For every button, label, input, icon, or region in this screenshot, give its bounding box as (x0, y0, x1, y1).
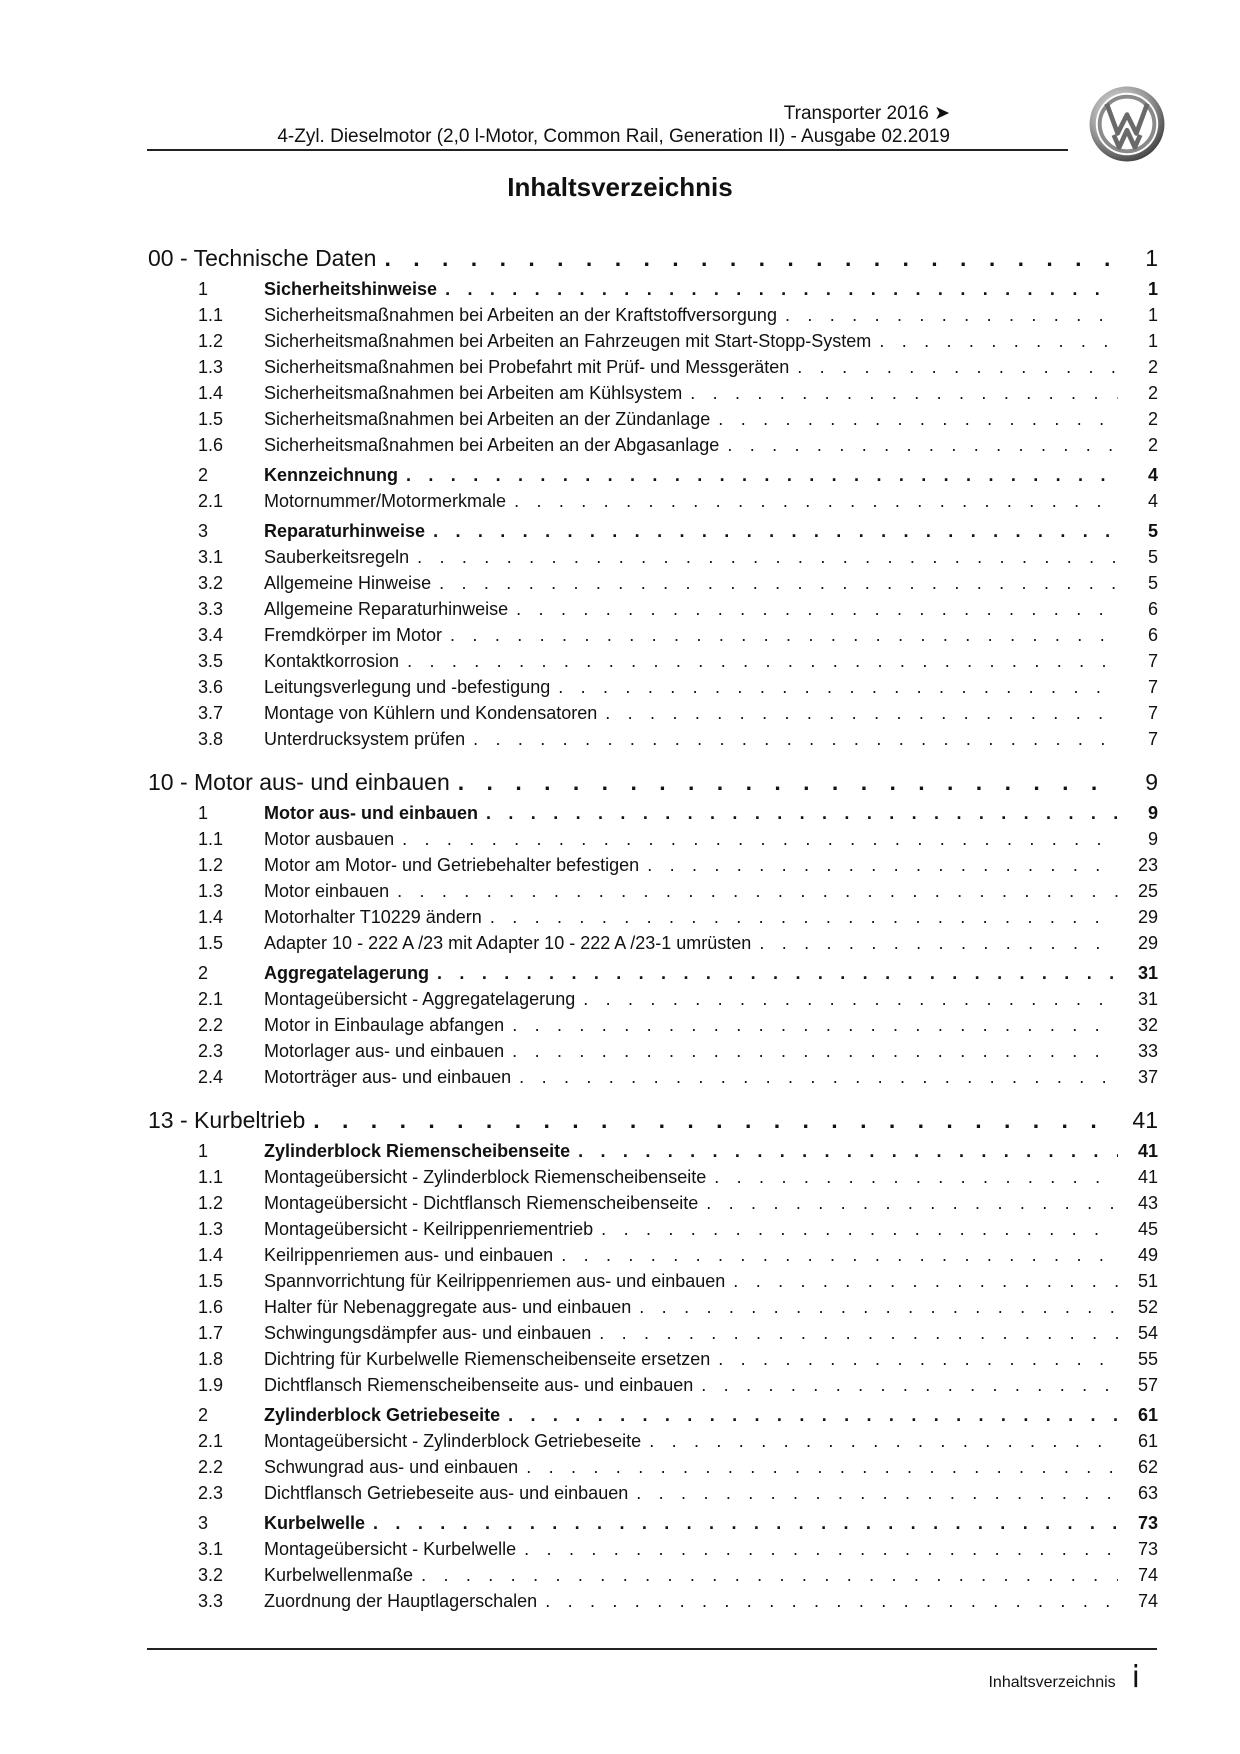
toc-number: 1.4 (198, 907, 224, 927)
toc-number: 2.2 (198, 1015, 224, 1035)
dot-leader (714, 1164, 1118, 1190)
toc-number: 1.7 (198, 1323, 224, 1343)
toc-number: 2.4 (198, 1067, 224, 1087)
toc-page-number: 7 (1147, 729, 1158, 749)
toc-page-number: 57 (1137, 1375, 1158, 1395)
toc-label: Sauberkeitsregeln (264, 547, 410, 567)
toc-page-number: 41 (1137, 1141, 1158, 1161)
toc-number: 3.2 (198, 573, 224, 593)
toc-entry[interactable] (148, 1164, 1158, 1190)
dot-leader (433, 518, 1118, 544)
dot-leader (785, 302, 1118, 328)
toc-entry[interactable] (148, 878, 1158, 904)
footer-label: Inhaltsverzeichnis (988, 1674, 1116, 1691)
toc-page-number: 73 (1137, 1539, 1158, 1559)
toc-label: Adapter 10 - 222 A /23 mit Adapter 10 - 222 A /23-1 umrüsten (264, 933, 752, 953)
toc-page-number: 29 (1137, 933, 1158, 953)
toc-label: Sicherheitsmaßnahmen bei Arbeiten am Kühlsystem (264, 383, 683, 403)
dot-leader (512, 1012, 1118, 1038)
toc-label: Motor einbauen (264, 881, 390, 901)
toc-entry[interactable] (148, 986, 1158, 1012)
dot-leader (402, 826, 1118, 852)
toc-entry[interactable] (148, 1064, 1158, 1090)
toc-page-number: 31 (1137, 963, 1158, 983)
toc-entry[interactable] (148, 852, 1158, 878)
toc-entry[interactable] (148, 596, 1158, 622)
toc-number: 1.4 (198, 383, 224, 403)
toc-label: Sicherheitsmaßnahmen bei Probefahrt mit Prüf- und Messgeräten (264, 357, 790, 377)
dot-leader (561, 1242, 1118, 1268)
dot-leader (647, 852, 1118, 878)
toc-label: Montage von Kühlern und Kondensatoren (264, 703, 598, 723)
toc-label: Motor ausbauen (264, 829, 395, 849)
dot-leader (407, 648, 1118, 674)
toc-page-number: 9 (1147, 829, 1158, 849)
toc-page-number: 25 (1137, 881, 1158, 901)
toc-page-number: 1 (1147, 331, 1158, 351)
dot-leader (759, 930, 1118, 956)
toc-page-number: 7 (1147, 651, 1158, 671)
dot-leader (458, 764, 1110, 800)
toc-label: Montageübersicht - Zylinderblock Getriebeseite (264, 1431, 642, 1451)
dot-leader (605, 700, 1118, 726)
toc-page-number: 52 (1137, 1297, 1158, 1317)
toc-number: 3.8 (198, 729, 224, 749)
toc-page-number: 41 (1137, 1167, 1158, 1187)
toc-entry[interactable] (148, 1588, 1158, 1614)
toc-page-number: 7 (1147, 703, 1158, 723)
toc-label: Motor aus- und einbauen (264, 803, 478, 823)
toc-number: 1.6 (198, 435, 224, 455)
toc-label: Montageübersicht - Keilrippenriementrieb (264, 1219, 594, 1239)
toc-page-number: 2 (1147, 383, 1158, 403)
toc-number: 3.5 (198, 651, 224, 671)
header-vehicle: Transporter 2016 ➤ (783, 103, 950, 124)
toc-entry[interactable] (148, 328, 1158, 354)
toc-number: 3.3 (198, 1591, 224, 1611)
toc-page-number: 73 (1137, 1513, 1158, 1533)
toc-label: Motorhalter T10229 ändern (264, 907, 482, 927)
toc-label: Dichtring für Kurbelwelle Riemenscheibenseite ersetzen (264, 1349, 711, 1369)
toc-label: Aggregatelagerung (264, 963, 430, 983)
toc-label: Unterdrucksystem prüfen (264, 729, 466, 749)
toc-entry[interactable] (148, 302, 1158, 328)
toc-section[interactable] (148, 1510, 1158, 1536)
toc-label: Leitungsverlegung und -befestigung (264, 677, 551, 697)
dot-leader (516, 596, 1118, 622)
toc-page-number: 4 (1147, 465, 1158, 485)
toc-page-number: 7 (1147, 677, 1158, 697)
toc-label: Fremdkörper im Motor (264, 625, 443, 645)
toc-number: 1.4 (198, 1245, 224, 1265)
toc-entry[interactable] (148, 1242, 1158, 1268)
dot-leader (512, 1038, 1118, 1064)
dot-leader (508, 1402, 1118, 1428)
toc-number: 2.3 (198, 1041, 224, 1061)
toc-section[interactable] (148, 518, 1158, 544)
toc-page-number: 9 (1145, 769, 1158, 795)
toc-entry[interactable] (148, 1190, 1158, 1216)
toc-page-number: 74 (1137, 1591, 1158, 1611)
toc-number: 1.5 (198, 1271, 224, 1291)
dot-leader (439, 570, 1118, 596)
toc-chapter[interactable] (148, 1102, 1158, 1138)
dot-leader (701, 1372, 1118, 1398)
toc-entry[interactable] (148, 1346, 1158, 1372)
toc-label: Allgemeine Hinweise (264, 573, 432, 593)
toc-page-number: 5 (1147, 573, 1158, 593)
toc-entry[interactable] (148, 1562, 1158, 1588)
page-footer (988, 1660, 1140, 1695)
toc-entry[interactable] (148, 1012, 1158, 1038)
header-divider (147, 149, 1068, 151)
toc-page-number: 1 (1145, 245, 1158, 271)
toc-number: 3.2 (198, 1565, 224, 1585)
toc-page-number: 5 (1147, 547, 1158, 567)
toc-page-number: 63 (1137, 1483, 1158, 1503)
dot-leader (519, 1064, 1118, 1090)
toc-number: 1 (198, 279, 209, 299)
dot-leader (718, 406, 1118, 432)
dot-leader (727, 432, 1118, 458)
toc-entry[interactable] (148, 1454, 1158, 1480)
toc-page-number: 32 (1137, 1015, 1158, 1035)
toc-label: Montageübersicht - Aggregatelagerung (264, 989, 576, 1009)
toc-label: Halter für Nebenaggregate aus- und einbauen (264, 1297, 632, 1317)
toc-label: 10 - Motor aus- und einbauen (148, 769, 450, 795)
toc-label: Motornummer/Motormerkmale (264, 491, 507, 511)
toc-section[interactable] (148, 276, 1158, 302)
toc-number: 3.1 (198, 1539, 224, 1559)
toc-number: 1.2 (198, 1193, 224, 1213)
dot-leader (558, 674, 1118, 700)
toc-page-number: 1 (1147, 279, 1158, 299)
toc-page-number: 62 (1137, 1457, 1158, 1477)
toc-label: Montageübersicht - Dichtflansch Riemenscheibenseite (264, 1193, 699, 1213)
toc-entry[interactable] (148, 622, 1158, 648)
toc-entry[interactable] (148, 488, 1158, 514)
toc-label: Dichtflansch Riemenscheibenseite aus- und einbauen (264, 1375, 694, 1395)
toc-label: Montageübersicht - Kurbelwelle (264, 1539, 517, 1559)
toc-label: Reparaturhinweise (264, 521, 426, 541)
toc-entry[interactable] (148, 406, 1158, 432)
toc-section[interactable] (148, 1402, 1158, 1428)
footer-page-number: i (1131, 1660, 1140, 1695)
toc-entry[interactable] (148, 674, 1158, 700)
toc-number: 3.6 (198, 677, 224, 697)
toc-page-number: 43 (1137, 1193, 1158, 1213)
toc-number: 1.1 (198, 1167, 224, 1187)
toc-page-number: 37 (1137, 1067, 1158, 1087)
dot-leader (397, 878, 1118, 904)
dot-leader (649, 1428, 1118, 1454)
toc-label: 00 - Technische Daten (148, 245, 377, 271)
toc-entry[interactable] (148, 354, 1158, 380)
toc-chapter[interactable] (148, 240, 1158, 276)
toc-section[interactable] (148, 462, 1158, 488)
toc-page-number: 41 (1132, 1107, 1158, 1133)
toc-label: Sicherheitsmaßnahmen bei Arbeiten an der Kraftstoffversorgung (264, 305, 777, 325)
toc-label: Dichtflansch Getriebeseite aus- und einbauen (264, 1483, 629, 1503)
toc-entry[interactable] (148, 726, 1158, 752)
dot-leader (578, 1138, 1118, 1164)
toc-page-number: 6 (1147, 599, 1158, 619)
toc-label: Motor am Motor- und Getriebehalter befestigen (264, 855, 640, 875)
toc-number: 3.3 (198, 599, 224, 619)
table-of-contents (148, 240, 1158, 1614)
toc-label: Zylinderblock Riemenscheibenseite (264, 1141, 571, 1161)
toc-page-number: 61 (1137, 1405, 1158, 1425)
toc-number: 1.3 (198, 881, 224, 901)
toc-label: Allgemeine Reparaturhinweise (264, 599, 509, 619)
toc-page-number: 2 (1147, 409, 1158, 429)
toc-entry[interactable] (148, 1320, 1158, 1346)
toc-page-number: 33 (1137, 1041, 1158, 1061)
toc-chapter[interactable] (148, 764, 1158, 800)
toc-page-number: 45 (1137, 1219, 1158, 1239)
toc-label: Kurbelwelle (264, 1513, 366, 1533)
toc-entry[interactable] (148, 1536, 1158, 1562)
toc-label: Schwingungsdämpfer aus- und einbauen (264, 1323, 592, 1343)
toc-entry[interactable] (148, 648, 1158, 674)
toc-label: Motor in Einbaulage abfangen (264, 1015, 505, 1035)
toc-entry[interactable] (148, 1216, 1158, 1242)
toc-page-number: 31 (1137, 989, 1158, 1009)
toc-number: 1.1 (198, 829, 224, 849)
toc-page-number: 6 (1147, 625, 1158, 645)
toc-number: 1.3 (198, 357, 224, 377)
footer-divider (147, 1648, 1157, 1650)
toc-entry[interactable] (148, 1480, 1158, 1506)
toc-label: Montageübersicht - Zylinderblock Riemenscheibenseite (264, 1167, 707, 1187)
dot-leader (636, 1480, 1118, 1506)
toc-entry[interactable] (148, 826, 1158, 852)
dot-leader (583, 986, 1118, 1012)
toc-number: 1.2 (198, 855, 224, 875)
dot-leader (514, 488, 1118, 514)
dot-leader (545, 1588, 1118, 1614)
toc-number: 3 (198, 1513, 209, 1533)
toc-entry[interactable] (148, 1268, 1158, 1294)
toc-label: Motorträger aus- und einbauen (264, 1067, 512, 1087)
toc-number: 1.8 (198, 1349, 224, 1369)
toc-label: Motorlager aus- und einbauen (264, 1041, 505, 1061)
toc-label: Sicherheitshinweise (264, 279, 438, 299)
dot-leader (524, 1536, 1118, 1562)
toc-entry[interactable] (148, 432, 1158, 458)
toc-number: 1.5 (198, 409, 224, 429)
toc-label: Zuordnung der Hauptlagerschalen (264, 1591, 538, 1611)
toc-label: Keilrippenriemen aus- und einbauen (264, 1245, 554, 1265)
toc-number: 1.6 (198, 1297, 224, 1317)
dot-leader (599, 1320, 1118, 1346)
toc-label: Kennzeichnung (264, 465, 398, 485)
toc-entry[interactable] (148, 904, 1158, 930)
toc-section[interactable] (148, 800, 1158, 826)
toc-section[interactable] (148, 1138, 1158, 1164)
toc-page-number: 23 (1137, 855, 1158, 875)
toc-page-number: 9 (1147, 803, 1158, 823)
toc-number: 2.1 (198, 491, 224, 511)
header-engine: 4-Zyl. Dieselmotor (2,0 l-Motor, Common Rail, Generation II) - Ausgabe 02.2019 (277, 126, 950, 147)
toc-number: 1.3 (198, 1219, 224, 1239)
dot-leader (526, 1454, 1118, 1480)
toc-section[interactable] (148, 960, 1158, 986)
toc-number: 1 (198, 1141, 209, 1161)
toc-label: Zylinderblock Getriebeseite (264, 1405, 501, 1425)
toc-number: 2 (198, 465, 209, 485)
toc-page-number: 4 (1147, 491, 1158, 511)
toc-number: 2.1 (198, 989, 224, 1009)
toc-page-number: 49 (1137, 1245, 1158, 1265)
toc-page-number: 5 (1147, 521, 1158, 541)
toc-number: 2.2 (198, 1457, 224, 1477)
toc-number: 1.1 (198, 305, 224, 325)
toc-label: Kontaktkorrosion (264, 651, 400, 671)
toc-label: Schwungrad aus- und einbauen (264, 1457, 519, 1477)
page-header (277, 102, 950, 148)
page-title: Inhaltsverzeichnis (507, 172, 733, 202)
toc-entry[interactable] (148, 1372, 1158, 1398)
toc-page-number: 29 (1137, 907, 1158, 927)
dot-leader (486, 800, 1118, 826)
dot-leader (450, 622, 1118, 648)
dot-leader (473, 726, 1118, 752)
toc-number: 2 (198, 963, 209, 983)
dot-leader (879, 328, 1118, 354)
dot-leader (718, 1346, 1118, 1372)
dot-leader (690, 380, 1118, 406)
toc-page-number: 2 (1147, 357, 1158, 377)
toc-page-number: 74 (1137, 1565, 1158, 1585)
dot-leader (417, 544, 1118, 570)
toc-number: 1 (198, 803, 209, 823)
toc-entry[interactable] (148, 380, 1158, 406)
dot-leader (373, 1510, 1118, 1536)
toc-label: Sicherheitsmaßnahmen bei Arbeiten an der Zündanlage (264, 409, 711, 429)
toc-label: 13 - Kurbeltrieb (148, 1107, 306, 1133)
vw-logo-icon (1088, 85, 1166, 163)
toc-number: 3 (198, 521, 209, 541)
toc-number: 3.1 (198, 547, 224, 567)
dot-leader (639, 1294, 1118, 1320)
toc-label: Sicherheitsmaßnahmen bei Arbeiten an Fahrzeugen mit Start-Stopp-System (264, 331, 872, 351)
toc-page-number: 2 (1147, 435, 1158, 455)
toc-entry[interactable] (148, 700, 1158, 726)
toc-number: 2.1 (198, 1431, 224, 1451)
dot-leader (406, 462, 1118, 488)
dot-leader (797, 354, 1118, 380)
toc-entry[interactable] (148, 1294, 1158, 1320)
dot-leader (601, 1216, 1118, 1242)
toc-number: 3.4 (198, 625, 224, 645)
toc-label: Spannvorrichtung für Keilrippenriemen aus- und einbauen (264, 1271, 726, 1291)
toc-entry[interactable] (148, 570, 1158, 596)
toc-entry[interactable] (148, 1428, 1158, 1454)
toc-number: 2 (198, 1405, 209, 1425)
toc-number: 1.5 (198, 933, 224, 953)
toc-entry[interactable] (148, 544, 1158, 570)
toc-label: Kurbelwellenmaße (264, 1565, 414, 1585)
toc-page-number: 54 (1137, 1323, 1158, 1343)
toc-number: 2.3 (198, 1483, 224, 1503)
dot-leader (445, 276, 1118, 302)
toc-number: 1.9 (198, 1375, 224, 1395)
dot-leader (706, 1190, 1118, 1216)
toc-number: 1.2 (198, 331, 224, 351)
dot-leader (313, 1102, 1110, 1138)
dot-leader (437, 960, 1118, 986)
toc-page-number: 1 (1147, 305, 1158, 325)
toc-page-number: 61 (1137, 1431, 1158, 1451)
dot-leader (384, 240, 1110, 276)
toc-page-number: 55 (1137, 1349, 1158, 1369)
toc-number: 3.7 (198, 703, 224, 723)
toc-entry[interactable] (148, 930, 1158, 956)
dot-leader (733, 1268, 1118, 1294)
dot-leader (421, 1562, 1118, 1588)
dot-leader (490, 904, 1118, 930)
toc-entry[interactable] (148, 1038, 1158, 1064)
toc-label: Sicherheitsmaßnahmen bei Arbeiten an der Abgasanlage (264, 435, 720, 455)
toc-page-number: 51 (1137, 1271, 1158, 1291)
